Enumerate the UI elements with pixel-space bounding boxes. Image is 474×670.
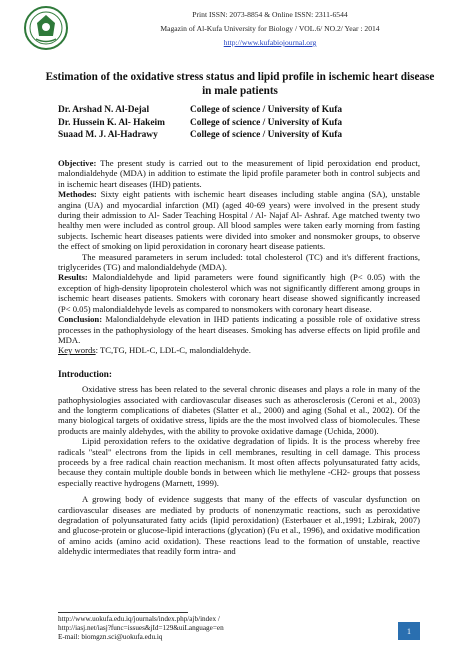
author-affiliation: College of science / University of Kufa [190,105,343,115]
author-affiliation: College of science / University of Kufa [190,130,343,141]
methods-label: Methodes: [58,189,97,200]
conclusion-label: Conclusion: [58,314,103,325]
keywords-label: Key words [58,345,96,356]
methods-text: Sixty eight patients with ischemic heart diseases including stable angina (SA), unstable angina (UA) and myocardial infarction (MI) (aged 40-69 years) were involved in the present study during their admission to Al- Sader Teaching Hospital / Al- Najaf Al- Ashraf. Age matched twenty two healthy men were included as control group. All blood samples were taken early morning from fasting subjects. Ischemic heart diseases patients were divided into smoker and nonsmoker groups, to observe the effect of smoking on lipid peroxidation in coronary heart disease patients. [58,189,420,252]
objective-label: Objective: [58,158,97,168]
journal-issn: Print ISSN: 2073-8854 & Online ISSN: 2311-6544 [192,10,348,19]
footer-link-iasj[interactable]: http://iasj.net/iasj?func=issues&jId=129&uiLanguage=en [58,624,224,632]
objective-text: The present study is carried out to the measurement of lipid peroxidation end product, malondialdehyde (MDA) in addition to estimate the lipid profile parameter both in control subjects and in ischemic heart diseases (IHD) patients. [58,158,420,189]
abstract-objective [58,158,420,189]
page-number-badge: 1 [398,622,420,640]
author-name: Dr. Hussein K. Al- Hakeim [58,117,165,128]
footer-email: E-mail: biomgzn.sci@uokufa.edu.iq [58,633,163,641]
intro-paragraph: Lipid peroxidation refers to the oxidative degradation of lipids. It is the process whereby free radicals "steal" electrons from the lipids in cell membranes, resulting in cell damage. This process proceeds by a free radical chain reaction mechanism. It most often affects polyunsaturated fatty acids, because they contain multiple double bonds in between which lie methylene -CH2- groups that possess especially reactive hydrogens (Marnett, 1999). [58,436,420,488]
intro-paragraph: Oxidative stress has been related to the several chronic diseases and plays a role in many of the pathophysiologies associated with cardiovascular diseases such as atherosclerosis (Ceroni et al., 2003) and the longterm complications of diabetes (Slatter et al., 2000) and aging (Sohal et al., 2002). Of the many biological targets of oxidative stress, lipids are the the most involved class of biomolecules. These products are mainly aldehydes, with the ability to provoke oxidative damage (Uchida, 2000). [58,384,420,436]
abstract-results [58,272,420,314]
abstract-conclusion [58,314,420,345]
footer-divider [58,612,188,613]
paper-body [58,158,420,557]
university-seal-icon [24,6,68,50]
abstract-methods [58,189,420,251]
journal-url-link[interactable]: http://www.kufabiojournal.org [223,38,317,47]
author-row [58,117,458,130]
paper-title: Estimation of the oxidative stress status and lipid profile in ischemic heart disease in male patients [45,71,435,97]
results-label: Results: [58,272,88,283]
footer-link-journal[interactable]: http://www.uokufa.edu.iq/journals/index.php/ajb/index / [58,615,220,623]
author-list [58,104,458,142]
page-footer [58,612,398,642]
author-row [58,104,458,117]
author-affiliation: College of science / University of Kufa [190,117,343,128]
methods-parameters: The measured parameters in serum included: total cholesterol (TC) and it's different fractions, triglycerides (TG) and malondialdehyde (MDA). [58,251,420,273]
keywords-text: : TC,TG, HDL-C, LDL-C, malondialdehyde. [95,345,251,356]
journal-url-line [80,38,460,48]
intro-paragraph: A growing body of evidence suggests that many of the effects of vascular dysfunction on cardiovascular diseases are mediated by products of nonenzymatic reactions, such as peroxidative degradation of polyunsaturated fatty acids (lipid peroxidation) (Esterbauer et al.,1991; Lzbirak, 2007) and glucose-protein or glucose-lipid interactions (glycation) (Fu et al., 1996), and oxidative modification of amino acids (amino acid oxidation). These reactions lead to the formation of unstable, reactive aldehydic intermediates that readily form intra- and [58,494,420,557]
author-name: Suaad M. J. Al-Hadrawy [58,130,158,141]
journal-name: Magazin of Al-Kufa University for Biology / VOL.6/ NO.2/ Year : 2014 [160,24,380,33]
abstract-keywords [58,345,420,355]
author-row [58,129,458,142]
author-name: Dr. Arshad N. Al-Dejal [58,105,150,115]
conclusion-text: Malondialdehyde elevation in IHD patients indicating a possible role of oxidative stress processes in the pathophysiology of the heart diseases. Smoking has adverse effects on lipid profile and MDA. [58,314,420,345]
introduction-heading: Introduction: [58,369,113,380]
results-text: Malondialdehyde and lipid parameters were found significantly high (P< 0.05) with the exception of high-density lipoprotein cholesterol which was not significantly different among groups in ischemic heart diseases patients. Smokers with coronary heart disease showed significantly increased (P< 0.05) malondialdehyde levels as compared to nonsmokers with coronary heart disease. [58,272,421,314]
